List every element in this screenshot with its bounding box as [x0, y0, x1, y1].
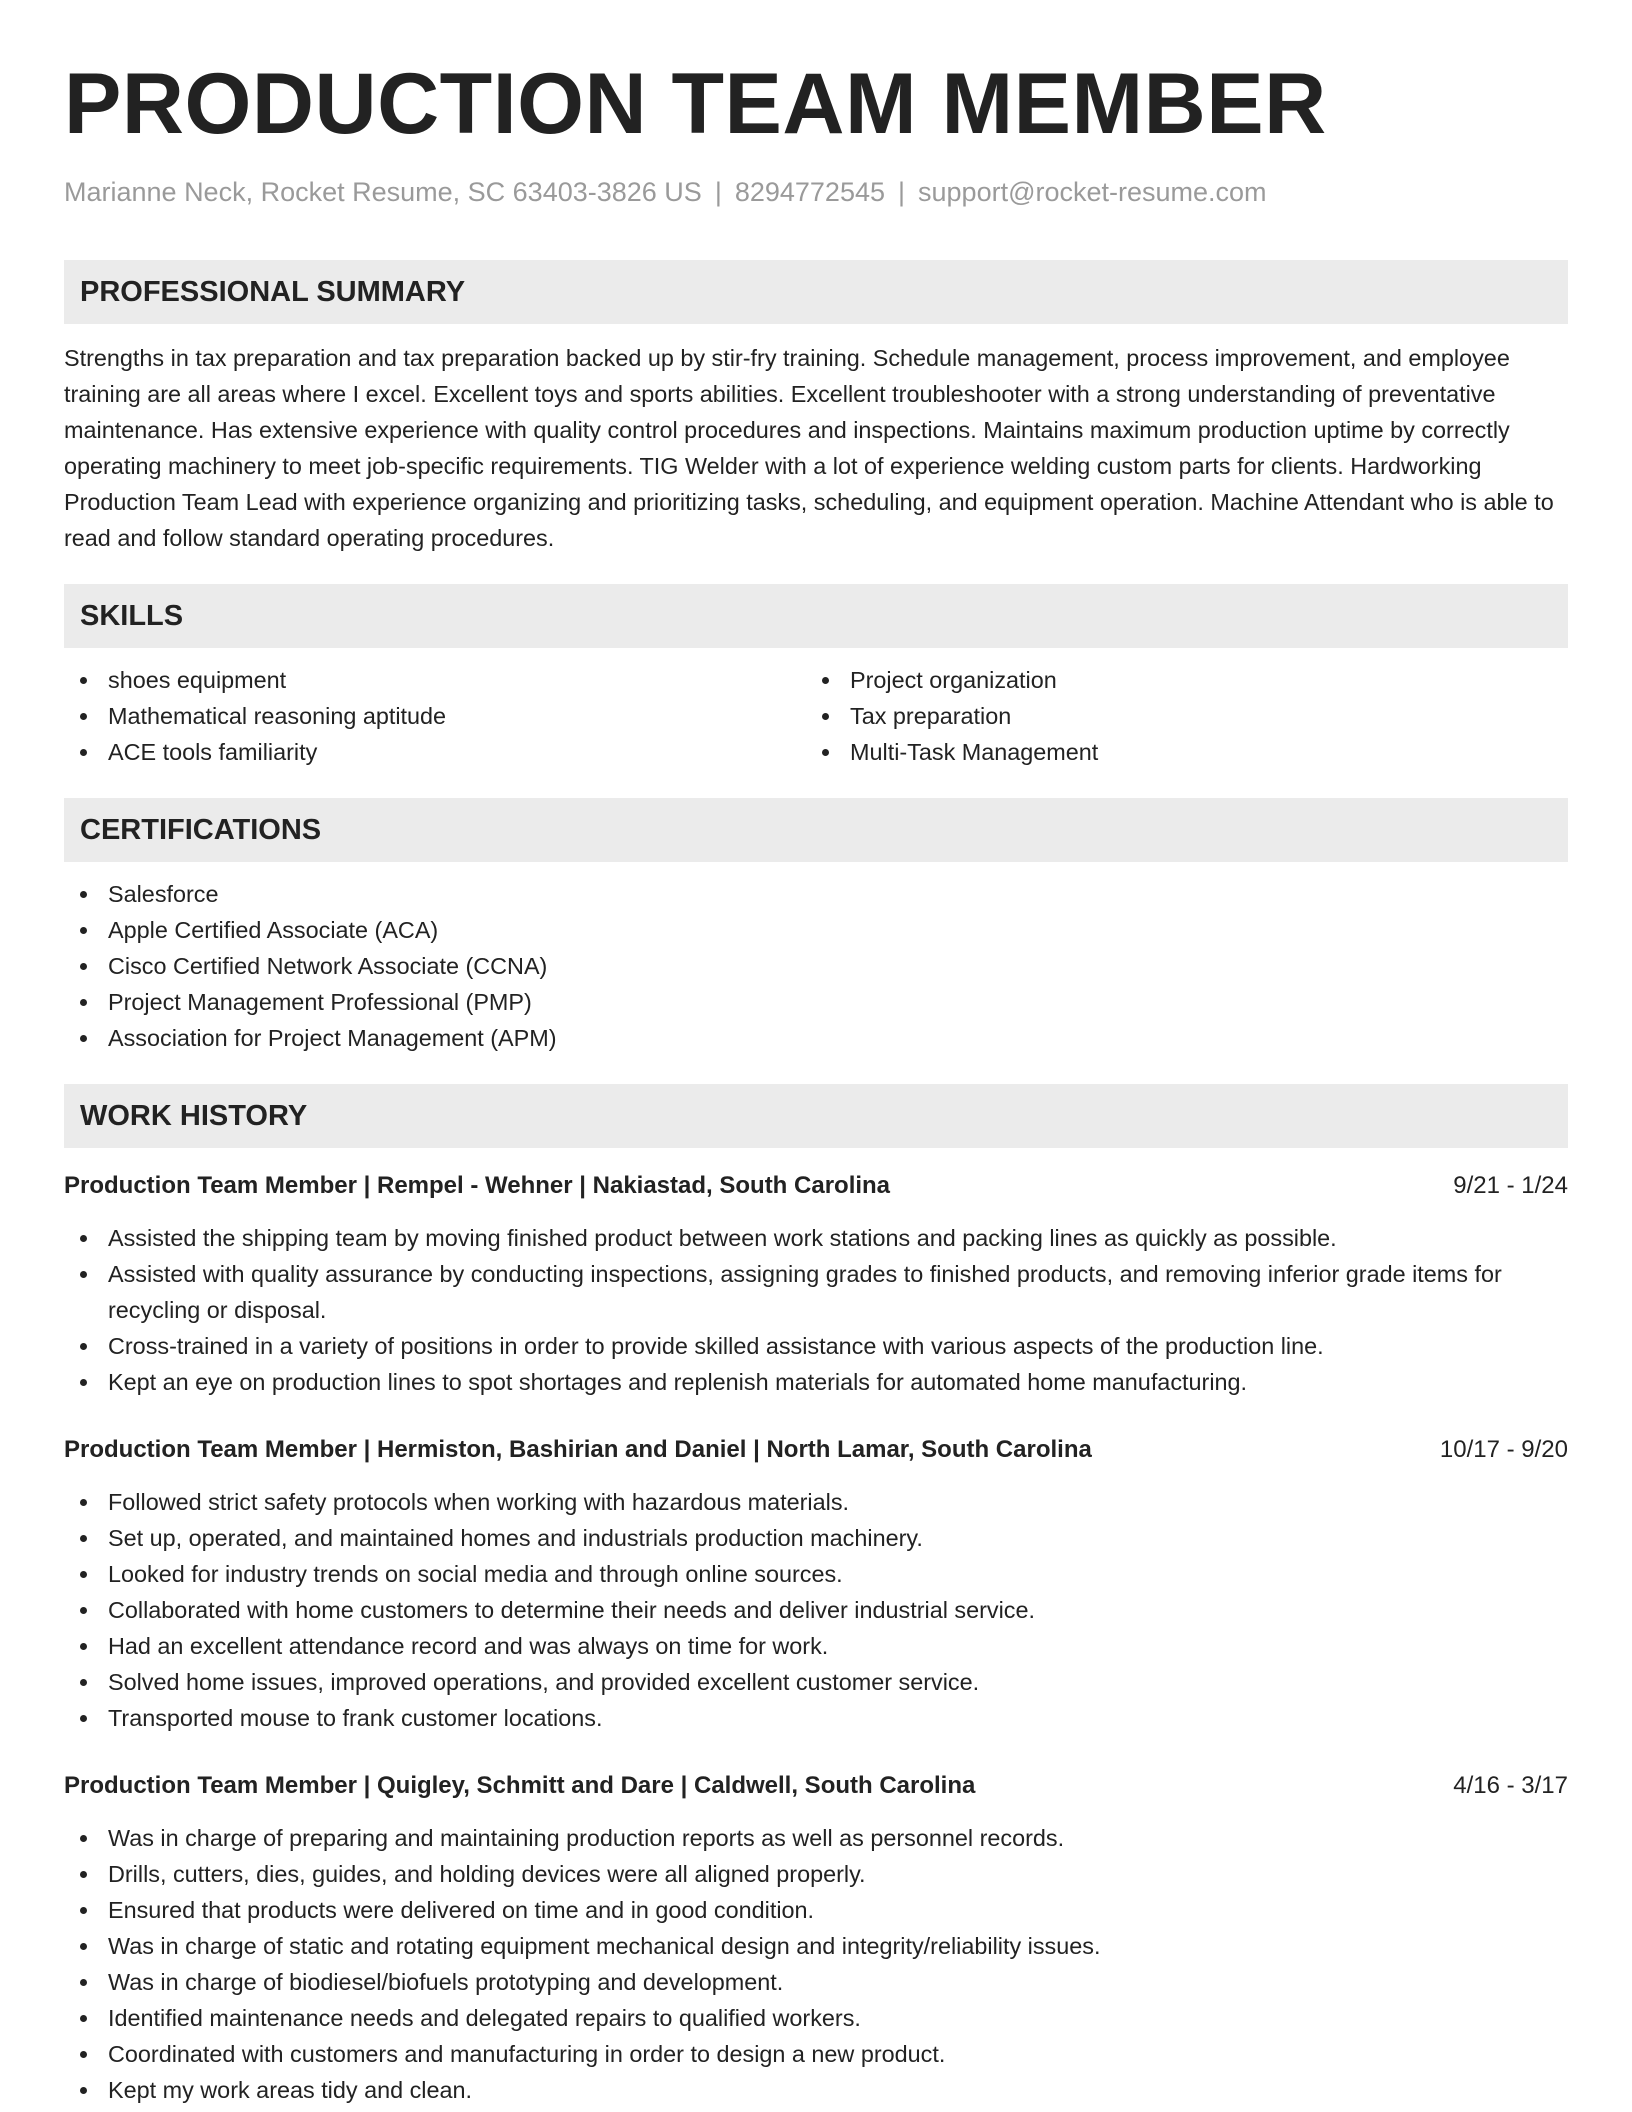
- job-bullet: Was in charge of preparing and maintaining production reports as well as personnel records.: [64, 1820, 1568, 1856]
- certification-item: Apple Certified Associate (ACA): [64, 912, 1568, 948]
- certifications-list: [64, 876, 1568, 1056]
- certification-item: Cisco Certified Network Associate (CCNA): [64, 948, 1568, 984]
- job-bullet: Drills, cutters, dies, guides, and holding devices were all aligned properly.: [64, 1856, 1568, 1892]
- section-heading-work-history: WORK HISTORY: [64, 1084, 1568, 1148]
- job-dates: 9/21 - 1/24: [1453, 1172, 1568, 1199]
- job-bullet: Was in charge of static and rotating equipment mechanical design and integrity/reliability issues.: [64, 1928, 1568, 1964]
- certification-item: Project Management Professional (PMP): [64, 984, 1568, 1020]
- contact-separator: |: [714, 177, 722, 207]
- certification-item: Salesforce: [64, 876, 1568, 912]
- skills-column-right: [806, 662, 1548, 770]
- job-bullet: Ensured that products were delivered on time and in good condition.: [64, 1892, 1568, 1928]
- job-header: [64, 1768, 1568, 1804]
- resume-title: PRODUCTION TEAM MEMBER: [64, 56, 1327, 152]
- skill-item: shoes equipment: [64, 662, 806, 698]
- job-bullet: Had an excellent attendance record and was always on time for work.: [64, 1628, 1568, 1664]
- contact-phone: 8294772545: [734, 177, 885, 207]
- job-entry: [64, 1432, 1568, 1736]
- certification-item: Association for Project Management (APM): [64, 1020, 1568, 1056]
- job-entry: [64, 1768, 1568, 2108]
- skills-column-left: [64, 662, 806, 770]
- section-heading-skills: SKILLS: [64, 584, 1568, 648]
- job-header: [64, 1168, 1568, 1204]
- job-title: Production Team Member | Hermiston, Bashirian and Daniel | North Lamar, South Carolina: [64, 1436, 1092, 1463]
- job-bullet: Assisted the shipping team by moving finished product between work stations and packing lines as quickly as possible.: [64, 1220, 1568, 1256]
- job-dates: 4/16 - 3/17: [1453, 1772, 1568, 1799]
- job-entry: [64, 1168, 1568, 1400]
- skill-item: Mathematical reasoning aptitude: [64, 698, 806, 734]
- skill-item: Tax preparation: [806, 698, 1548, 734]
- job-bullet: Kept an eye on production lines to spot shortages and replenish materials for automated home manufacturing.: [64, 1364, 1568, 1400]
- job-bullet: Cross-trained in a variety of positions in order to provide skilled assistance with various aspects of the production line.: [64, 1328, 1568, 1364]
- skill-item: ACE tools familiarity: [64, 734, 806, 770]
- contact-address: Marianne Neck, Rocket Resume, SC 63403-3826 US: [64, 177, 702, 207]
- job-bullet: Assisted with quality assurance by conducting inspections, assigning grades to finished products, and removing inferior grade items for recycling or disposal.: [64, 1256, 1568, 1328]
- job-bullet: Looked for industry trends on social media and through online sources.: [64, 1556, 1568, 1592]
- job-header: [64, 1432, 1568, 1468]
- job-bullet: Was in charge of biodiesel/biofuels prototyping and development.: [64, 1964, 1568, 2000]
- section-heading-summary: PROFESSIONAL SUMMARY: [64, 260, 1568, 324]
- job-bullet: Solved home issues, improved operations, and provided excellent customer service.: [64, 1664, 1568, 1700]
- job-bullet: Kept my work areas tidy and clean.: [64, 2072, 1568, 2108]
- skill-item: Project organization: [806, 662, 1548, 698]
- contact-separator: |: [898, 177, 906, 207]
- job-bullet: Followed strict safety protocols when working with hazardous materials.: [64, 1484, 1568, 1520]
- job-bullet: Identified maintenance needs and delegated repairs to qualified workers.: [64, 2000, 1568, 2036]
- job-title: Production Team Member | Rempel - Wehner | Nakiastad, South Carolina: [64, 1172, 891, 1199]
- job-bullet: Set up, operated, and maintained homes and industrials production machinery.: [64, 1520, 1568, 1556]
- job-bullet: Coordinated with customers and manufacturing in order to design a new product.: [64, 2036, 1568, 2072]
- skill-item: Multi-Task Management: [806, 734, 1548, 770]
- job-bullet: Collaborated with home customers to determine their needs and deliver industrial service.: [64, 1592, 1568, 1628]
- summary-text: Strengths in tax preparation and tax preparation backed up by stir-fry training. Schedule management, process improvement, and employee training are all areas where I excel. Excellent toys and sports abilities. Excellent troubleshooter with a strong understanding of preventative maintenance. Has extensive experience with quality control procedures and inspections. Maintains maximum production uptime by correctly operating machinery to meet job-specific requirements. TIG Welder with a lot of experience welding custom parts for clients. Hardworking Production Team Lead with experience organizing and prioritizing tasks, scheduling, and equipment operation. Machine Attendant who is able to read and follow standard operating procedures.: [64, 345, 1554, 551]
- section-heading-certifications: CERTIFICATIONS: [64, 798, 1568, 862]
- job-bullet: Transported mouse to frank customer locations.: [64, 1700, 1568, 1736]
- skills-list: [64, 662, 1568, 770]
- contact-email: support@rocket-resume.com: [918, 177, 1267, 207]
- contact-line: [64, 174, 1568, 210]
- job-bullets: [64, 1820, 1568, 2108]
- job-bullets: [64, 1484, 1568, 1736]
- job-title: Production Team Member | Quigley, Schmitt and Dare | Caldwell, South Carolina: [64, 1772, 976, 1799]
- job-bullets: [64, 1220, 1568, 1400]
- job-dates: 10/17 - 9/20: [1439, 1436, 1568, 1463]
